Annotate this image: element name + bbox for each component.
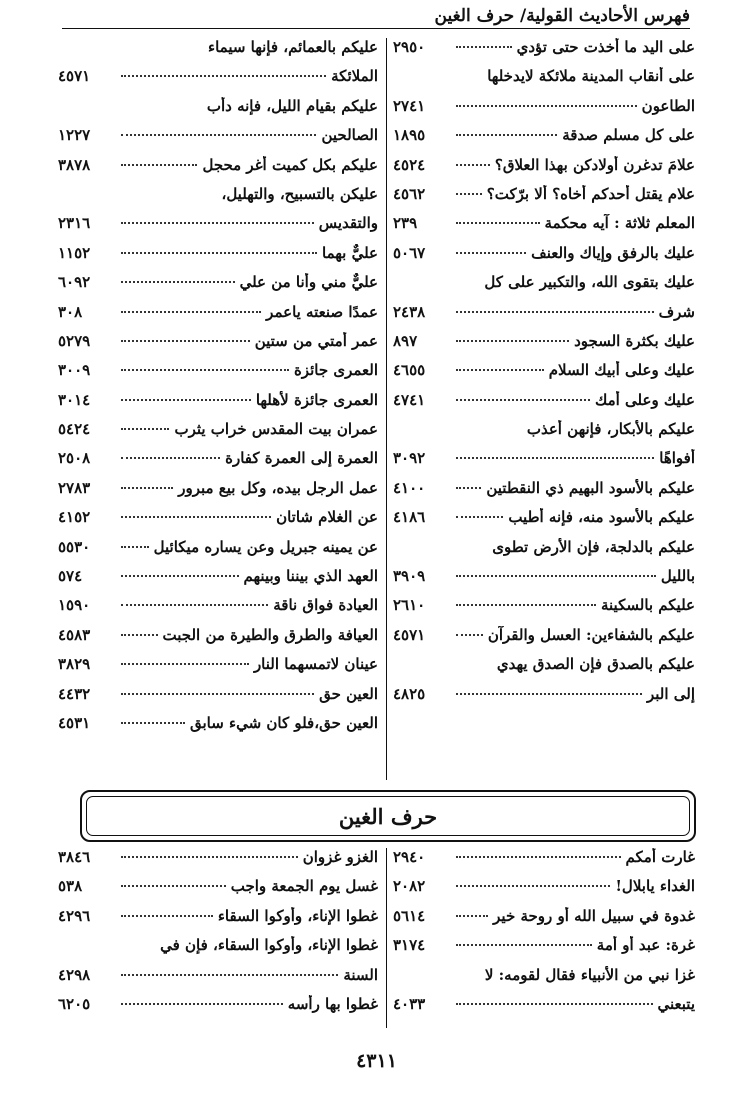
hadith-number: ٣٠٠٩	[58, 361, 91, 380]
dot-leader	[456, 915, 488, 917]
entry-text: عمران بيت المقدس خراب يثرب	[174, 420, 378, 439]
index-entry	[393, 567, 695, 596]
dot-leader	[456, 311, 654, 313]
dot-leader	[456, 693, 642, 695]
index-entry	[58, 38, 378, 67]
index-entry	[393, 538, 695, 567]
hadith-number: ٤٢٩٦	[58, 906, 91, 925]
entry-text: العيادة فواق ناقة	[273, 596, 378, 615]
index-entry	[393, 449, 695, 478]
index-entry	[393, 156, 695, 185]
hadith-number: ٢٠٨٢	[393, 877, 426, 896]
entry-text: العمرة إلى العمرة كفارة	[225, 449, 378, 468]
dot-leader	[456, 634, 483, 636]
entry-text: عليك وعلى أبيك السلام	[548, 361, 695, 380]
entry-text: عليكم بالصدق فإن الصدق يهدي	[496, 655, 695, 674]
hadith-number: ٤٤٣٢	[58, 684, 91, 703]
entry-text: أفواهًا	[659, 449, 695, 468]
hadith-number: ٣١٧٤	[393, 936, 426, 955]
entry-text: العمرى جائزة لأهلها	[255, 390, 378, 409]
entry-text: علام يقتل أحدكم أخاه؟ ألا برّكت؟	[486, 184, 695, 203]
index-entry	[58, 626, 378, 655]
hadith-number: ٤٠٣٣	[393, 994, 426, 1013]
index-entry	[58, 907, 378, 936]
entry-text: غطوا الإناء، وأوكوا السقاء، فإن في	[160, 936, 378, 955]
index-entry	[58, 67, 378, 96]
index-entry	[393, 97, 695, 126]
dot-leader	[121, 634, 158, 636]
dot-leader	[121, 516, 271, 518]
entry-text: عليكم بقيام الليل، فإنه دأب	[206, 96, 378, 115]
header-title: فهرس الأحاديث القولية/ حرف الغين	[434, 6, 690, 26]
entry-text: عمدًا صنعته ياعمر	[266, 302, 378, 321]
index-entry	[58, 303, 378, 332]
index-entry	[393, 67, 695, 96]
dot-leader	[456, 457, 654, 459]
hadith-number: ٢٤٣٨	[393, 302, 426, 321]
index-entry	[393, 655, 695, 684]
entry-text: عليكم بالعمائم، فإنها سيماء	[208, 38, 378, 56]
entry-text: غدوة في سبيل الله أو روحة خير	[493, 906, 695, 925]
hadith-number: ٢٧٤١	[393, 96, 426, 115]
index-entry	[393, 479, 695, 508]
index-entry	[58, 479, 378, 508]
entry-text: العين حق	[319, 684, 378, 703]
dot-leader	[121, 399, 251, 401]
index-entry	[393, 877, 695, 906]
entry-text: المعلم ثلاثة : آيه محكمة	[544, 214, 695, 233]
right-column	[393, 38, 695, 714]
index-entry	[58, 332, 378, 361]
hadith-number: ١٢٢٧	[58, 126, 91, 145]
dot-leader	[456, 164, 490, 166]
entry-text: عمل الرجل بيده، وكل بيع مبرور	[178, 478, 378, 497]
entry-text: السنة	[343, 965, 378, 984]
entry-text: غطوا بها رأسه	[287, 994, 378, 1013]
section-left-column	[58, 848, 378, 1024]
index-entry	[393, 38, 695, 67]
entry-text: على أنقاب المدينة ملائكة لايدخلها	[487, 67, 695, 86]
index-entry	[58, 273, 378, 302]
index-entry	[393, 626, 695, 655]
dot-leader	[121, 604, 268, 606]
dot-leader	[121, 722, 185, 724]
hadith-number: ٣٠٩٢	[393, 449, 426, 468]
hadith-number: ٣٨٤٦	[58, 848, 91, 866]
index-entry	[58, 420, 378, 449]
hadith-number: ٤٨٢٥	[393, 684, 426, 703]
index-entry	[393, 361, 695, 390]
hadith-number: ٤١٨٦	[393, 508, 426, 527]
index-entry	[58, 848, 378, 877]
index-entry	[393, 685, 695, 714]
entry-text: الصالحين	[321, 126, 378, 145]
index-entry	[393, 303, 695, 332]
hadith-number: ٣٨٧٨	[58, 155, 91, 174]
dot-leader	[121, 311, 261, 313]
hadith-number: ٢٩٥٠	[393, 38, 426, 56]
dot-leader	[456, 369, 544, 371]
dot-leader	[456, 193, 482, 195]
hadith-number: ٢٩٤٠	[393, 848, 426, 866]
entry-text: غسل يوم الجمعة واجب	[230, 877, 378, 896]
entry-text: عليكن بالتسبيح، والتهليل،	[221, 184, 378, 203]
index-entry	[58, 966, 378, 995]
index-entry	[58, 449, 378, 478]
hadith-number: ٤١٥٢	[58, 508, 91, 527]
index-entry	[58, 391, 378, 420]
dot-leader	[456, 134, 557, 136]
entry-text: بالليل	[660, 567, 695, 586]
entry-text: عليكم بالأسود البهيم ذي النقطتين	[486, 478, 695, 497]
index-entry	[58, 156, 378, 185]
entry-text: الغداء يابلال!	[615, 877, 695, 896]
dot-leader	[121, 546, 149, 548]
hadith-number: ٣٠٨	[58, 302, 83, 321]
hadith-number: ٤٢٩٨	[58, 965, 91, 984]
hadith-number: ٥٣٨	[58, 877, 83, 896]
hadith-number: ٨٩٧	[393, 331, 418, 350]
left-column	[58, 38, 378, 743]
hadith-number: ٥٦١٤	[393, 906, 426, 925]
index-entry	[393, 966, 695, 995]
index-entry	[393, 596, 695, 625]
entry-text: عليكم بالأسود منه، فإنه أطيب	[508, 508, 695, 527]
hadith-number: ٤١٠٠	[393, 478, 426, 497]
entry-text: عمر أمتي من ستين	[254, 331, 378, 350]
index-entry	[393, 848, 695, 877]
dot-leader	[456, 399, 590, 401]
running-header	[62, 6, 690, 29]
dot-leader	[121, 75, 326, 77]
entry-text: عن الغلام شاتان	[276, 508, 378, 527]
hadith-number: ٤٥٣١	[58, 713, 91, 732]
index-entry	[58, 567, 378, 596]
entry-text: العين حق،فلو كان شيء سابق	[190, 713, 378, 732]
hadith-number: ١٨٩٥	[393, 126, 426, 145]
index-entry	[58, 538, 378, 567]
dot-leader	[456, 856, 621, 858]
entry-text: عليٌّ مني وأنا من علي	[239, 273, 378, 292]
entry-text: يتبعني	[657, 994, 695, 1013]
dot-leader	[121, 222, 314, 224]
hadith-number: ٤٥٢٤	[393, 155, 426, 174]
hadith-number: ٢٧٨٣	[58, 478, 91, 497]
index-entry	[393, 185, 695, 214]
dot-leader	[121, 663, 249, 665]
entry-text: عليك بالرفق وإياك والعنف	[531, 243, 695, 262]
index-entry	[58, 185, 378, 214]
hadith-number: ٢٣١٦	[58, 214, 91, 233]
dot-leader	[456, 46, 512, 48]
entry-text: على اليد ما أخذت حتى تؤدي	[516, 38, 695, 56]
index-entry	[393, 332, 695, 361]
entry-text: غزا نبي من الأنبياء فقال لقومه: لا	[484, 965, 695, 984]
entry-text: عليكم بالسكينة	[600, 596, 695, 615]
dot-leader	[456, 340, 569, 342]
dot-leader	[121, 252, 317, 254]
entry-text: عليكم بكل كميت أغر محجل	[202, 155, 378, 174]
hadith-number: ٤٦٥٥	[393, 361, 426, 380]
entry-text: علامَ تدغرن أولادكن بهذا العلاق؟	[494, 155, 695, 174]
dot-leader	[121, 457, 220, 459]
dot-leader	[121, 575, 239, 577]
index-entry	[58, 877, 378, 906]
entry-text: غرة: عبد أو أمة	[596, 936, 695, 955]
index-entry	[58, 244, 378, 273]
entry-text: عليك بكثرة السجود	[574, 331, 695, 350]
hadith-number: ٤٥٨٣	[58, 625, 91, 644]
hadith-number: ١٥٩٠	[58, 596, 91, 615]
hadith-number: ٥٠٦٧	[393, 243, 426, 262]
entry-text: عليك بتقوى الله، والتكبير على كل	[484, 273, 695, 292]
dot-leader	[456, 885, 610, 887]
dot-leader	[121, 134, 316, 136]
index-entry	[58, 995, 378, 1024]
index-entry	[393, 508, 695, 537]
section-right-column	[393, 848, 695, 1024]
entry-text: عليكم بالدلجة، فإن الأرض تطوى	[492, 537, 695, 556]
column-divider	[386, 38, 387, 780]
entry-text: عليٌّ بهما	[322, 243, 378, 262]
index-entry	[393, 995, 695, 1024]
index-entry	[58, 508, 378, 537]
hadith-number: ٣٨٢٩	[58, 655, 91, 674]
entry-text: إلى البر	[646, 684, 695, 703]
entry-text: العمرى جائزة	[293, 361, 378, 380]
entry-text: الغزو غزوان	[302, 848, 378, 866]
entry-text: العيافة والطرق والطيرة من الجبت	[162, 625, 378, 644]
hadith-number: ٢٣٩	[393, 214, 418, 233]
entry-text: غطوا الإناء، وأوكوا السقاء	[217, 906, 378, 925]
index-entry	[393, 126, 695, 155]
dot-leader	[121, 340, 250, 342]
dot-leader	[121, 164, 197, 166]
hadith-number: ٢٥٠٨	[58, 449, 91, 468]
dot-leader	[121, 428, 169, 430]
dot-leader	[121, 369, 289, 371]
index-entry	[58, 97, 378, 126]
entry-text: الملائكة	[331, 67, 378, 86]
dot-leader	[456, 105, 637, 107]
entry-text: والتقديس	[318, 214, 378, 233]
index-entry	[393, 273, 695, 302]
index-entry	[393, 214, 695, 243]
section-heading: حرف الغين	[86, 796, 690, 836]
index-entry	[393, 420, 695, 449]
entry-text: غارت أمكم	[625, 848, 695, 866]
entry-text: الطاعون	[641, 96, 695, 115]
entry-text: عليكم بالأبكار، فإنهن أعذب	[526, 420, 695, 439]
dot-leader	[121, 693, 314, 695]
hadith-number: ٥٤٢٤	[58, 420, 91, 439]
entry-text: العهد الذي بيننا وبينهم	[243, 567, 378, 586]
hadith-number: ٥٧٤	[58, 567, 83, 586]
entry-text: على كل مسلم صدقة	[562, 126, 695, 145]
index-entry	[393, 907, 695, 936]
hadith-number: ٥٥٣٠	[58, 537, 91, 556]
dot-leader	[121, 915, 213, 917]
hadith-number: ٦٠٩٢	[58, 273, 91, 292]
hadith-number: ٣٠١٤	[58, 390, 91, 409]
entry-text: عن يمينه جبريل وعن يساره ميكائيل	[153, 537, 378, 556]
hadith-number: ٢٦١٠	[393, 596, 426, 615]
dot-leader	[456, 1003, 653, 1005]
dot-leader	[121, 856, 298, 858]
index-entry	[58, 361, 378, 390]
hadith-number: ٤٧٤١	[393, 390, 426, 409]
dot-leader	[456, 944, 592, 946]
dot-leader	[121, 1003, 283, 1005]
hadith-number: ٤٥٧١	[393, 625, 426, 644]
entry-text: عليكم بالشفاءين: العسل والقرآن	[487, 625, 695, 644]
hadith-number: ٤٥٦٢	[393, 184, 426, 203]
dot-leader	[121, 281, 235, 283]
index-entry	[58, 685, 378, 714]
page-number: ٤٣١١	[356, 1050, 397, 1072]
dot-leader	[121, 487, 173, 489]
index-entry	[58, 126, 378, 155]
dot-leader	[456, 604, 596, 606]
index-entry	[393, 936, 695, 965]
section-heading-box	[80, 790, 696, 842]
index-entry	[58, 936, 378, 965]
dot-leader	[456, 222, 540, 224]
hadith-number: ٦٢٠٥	[58, 994, 91, 1013]
index-entry	[393, 244, 695, 273]
dot-leader	[456, 252, 526, 254]
hadith-number: ١١٥٢	[58, 243, 91, 262]
dot-leader	[456, 487, 481, 489]
hadith-number: ٣٩٠٩	[393, 567, 426, 586]
hadith-number: ٤٥٧١	[58, 67, 91, 86]
index-entry	[58, 714, 378, 743]
index-entry	[58, 596, 378, 625]
entry-text: شرف	[658, 302, 695, 321]
index-entry	[58, 214, 378, 243]
hadith-number: ٥٢٧٩	[58, 331, 91, 350]
dot-leader	[456, 575, 656, 577]
dot-leader	[121, 974, 338, 976]
dot-leader	[456, 516, 503, 518]
dot-leader	[121, 885, 226, 887]
entry-text: عليك وعلى أمك	[594, 390, 695, 409]
index-entry	[58, 655, 378, 684]
entry-text: عينان لاتمسهما النار	[253, 655, 378, 674]
index-entry	[393, 391, 695, 420]
section-column-divider	[386, 848, 387, 1028]
